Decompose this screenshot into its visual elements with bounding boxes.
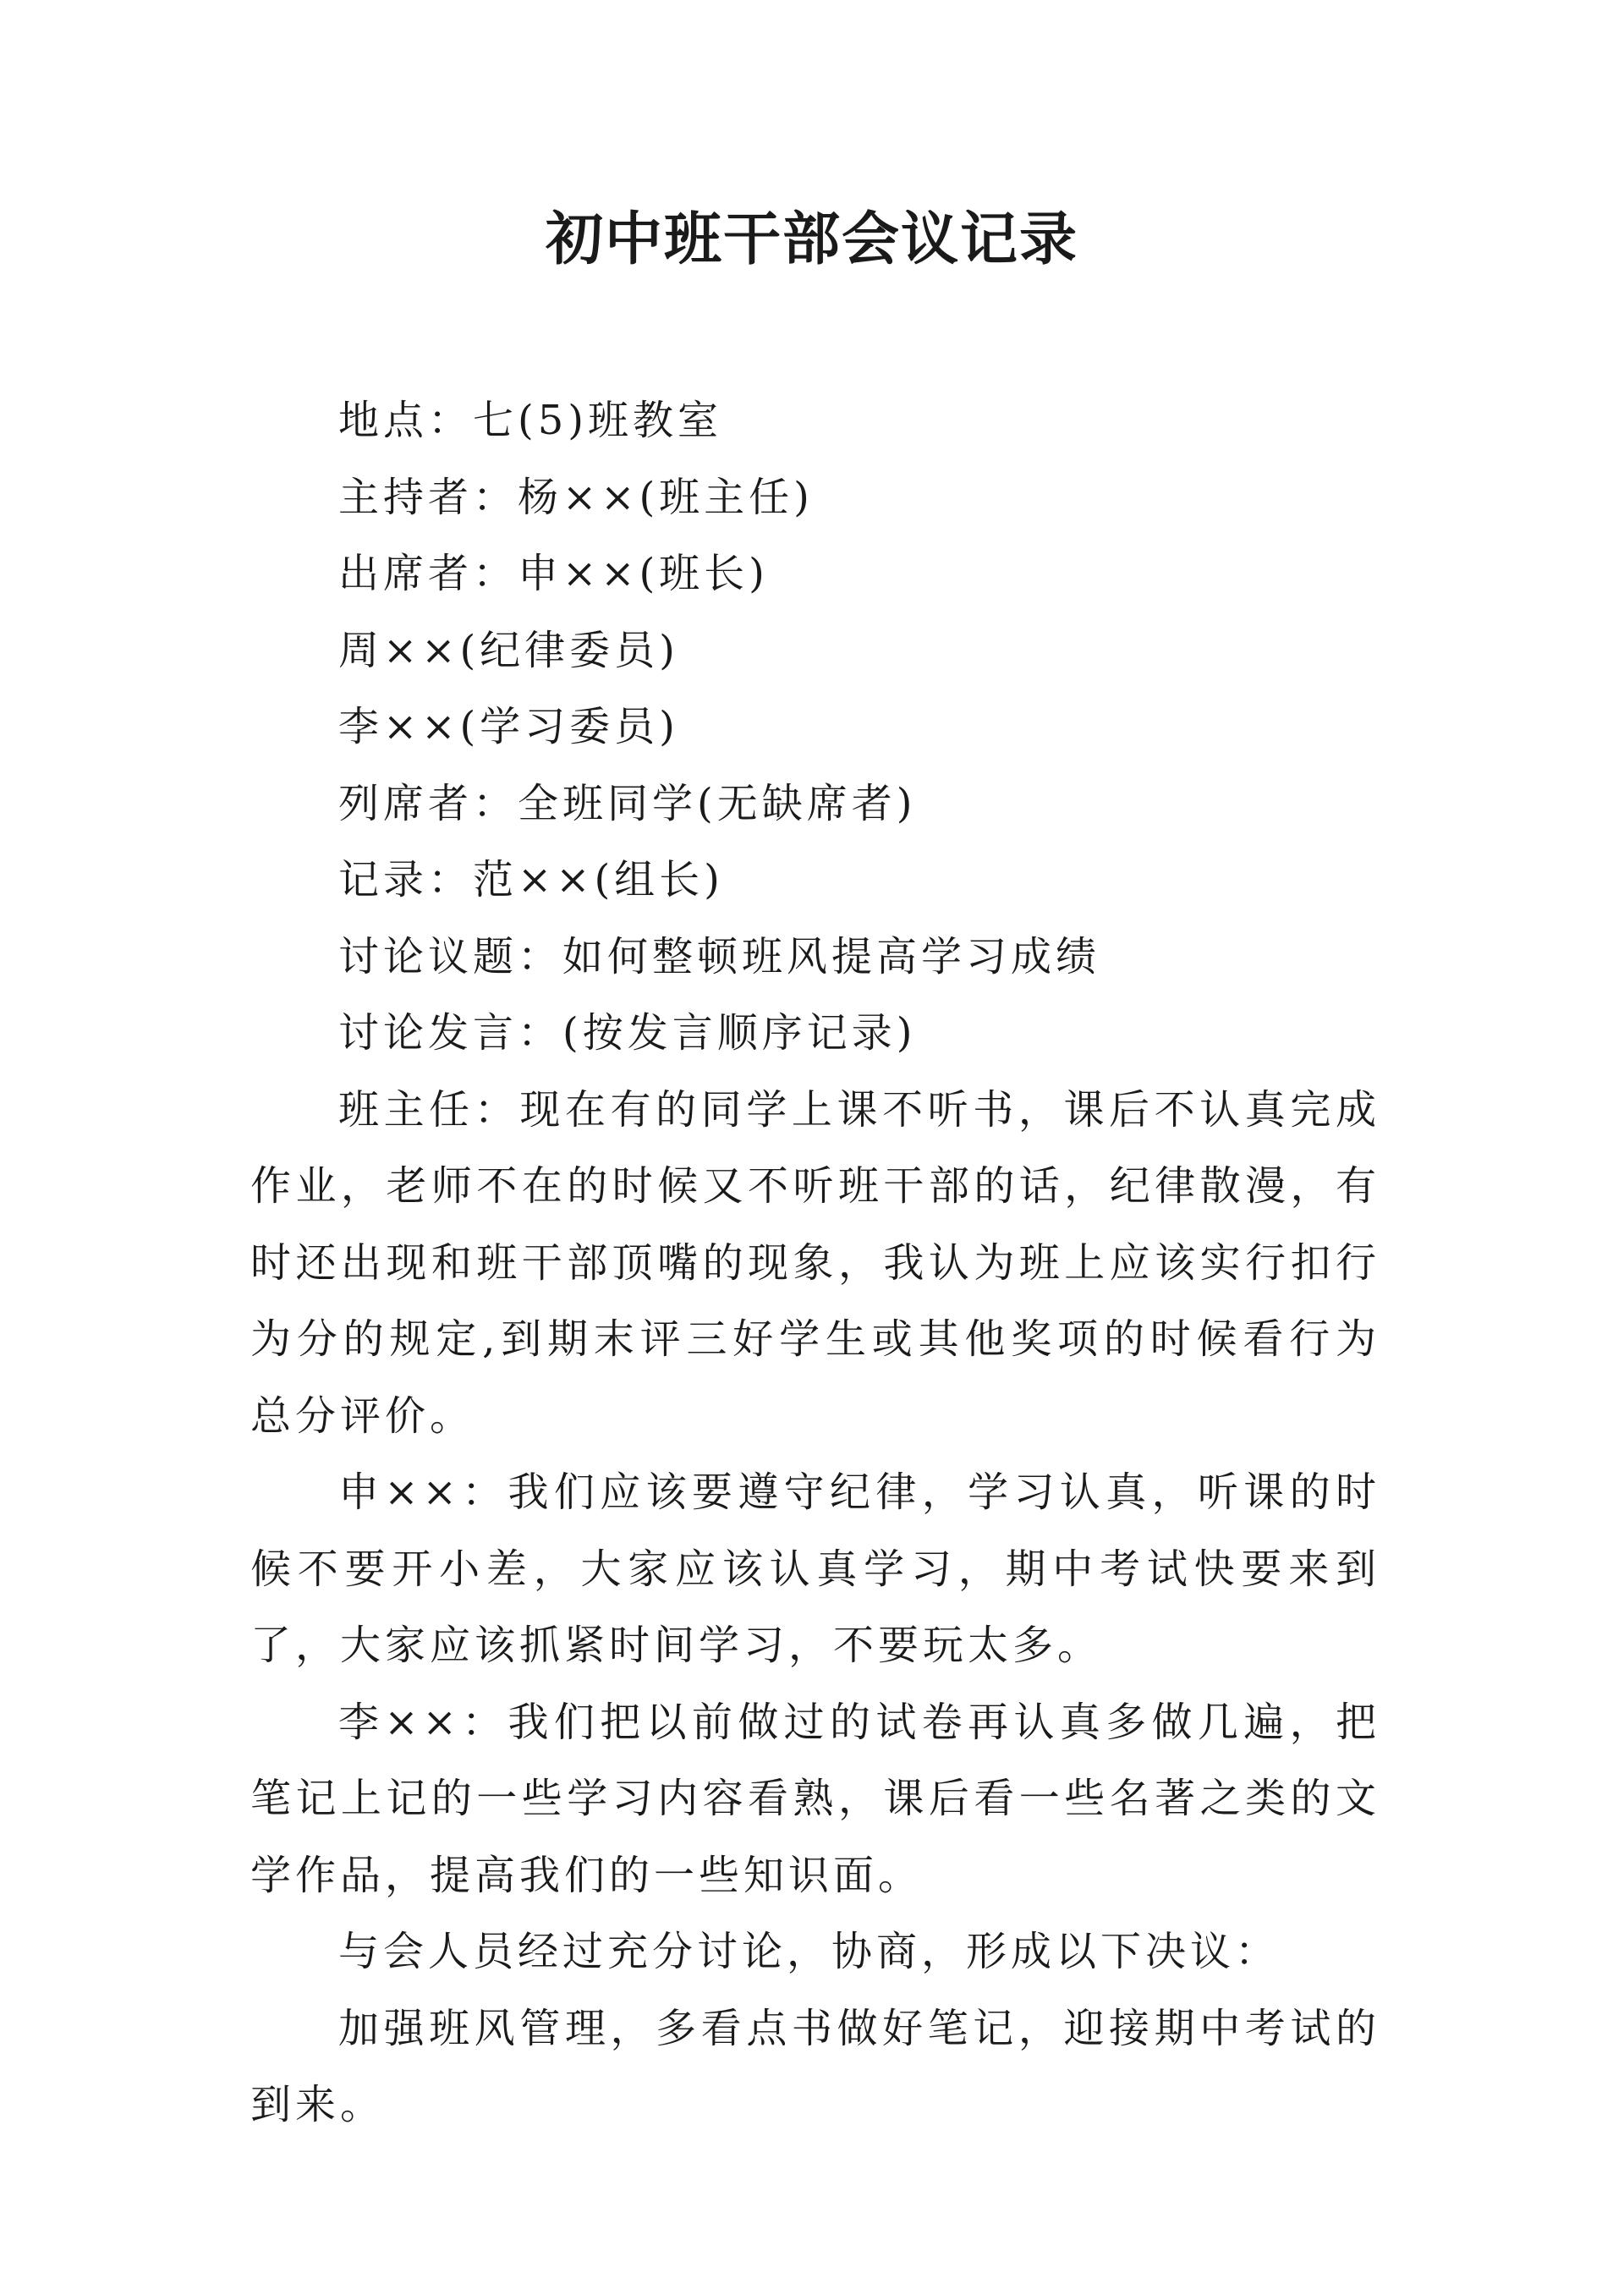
- discussion-topic: 讨论议题：如何整顿班风提高学习成绩: [338, 932, 1101, 980]
- resolution-intro: 与会人员经过充分讨论，协商，形成以下决议：: [338, 1928, 1281, 1975]
- discussion-note: 讨论发言：(按发言顺序记录): [338, 1009, 917, 1057]
- meeting-location: 地点：七(5)班教室: [338, 397, 722, 444]
- attendee-monitor: 出席者：申××(班长): [338, 550, 769, 597]
- document-title: 初中班干部会议记录: [545, 206, 1078, 273]
- recorder: 记录：范××(组长): [338, 856, 724, 903]
- speech-study-committee: 李××：我们把以前做过的试卷再认真多做几遍，把笔记上记的一些学习内容看熟，课后看一些名著之类的文学作品，提高我们的一些知识面。: [250, 1698, 1380, 1899]
- document-body: [250, 382, 1380, 2144]
- observers: 列席者：全班同学(无缺席者): [338, 779, 917, 827]
- meeting-host: 主持者：杨××(班主任): [338, 473, 814, 521]
- attendee-discipline: 周××(纪律委员): [338, 626, 679, 674]
- attendee-study: 李××(学习委员): [338, 703, 679, 750]
- speech-monitor: 申××：我们应该要遵守纪律，学习认真，听课的时候不要开小差，大家应该认真学习，期中考试快要来到了，大家应该抓紧时间学习，不要玩太多。: [250, 1469, 1380, 1669]
- speech-head-teacher: 班主任：现在有的同学上课不听书，课后不认真完成作业，老师不在的时候又不听班干部的话，纪律散漫，有时还出现和班干部顶嘴的现象，我认为班上应该实行扣行为分的规定,到期末评三好学生或其他奖项的时候看行为总分评价。: [250, 1085, 1380, 1440]
- resolution: 加强班风管理，多看点书做好笔记，迎接期中考试的到来。: [250, 2004, 1380, 2128]
